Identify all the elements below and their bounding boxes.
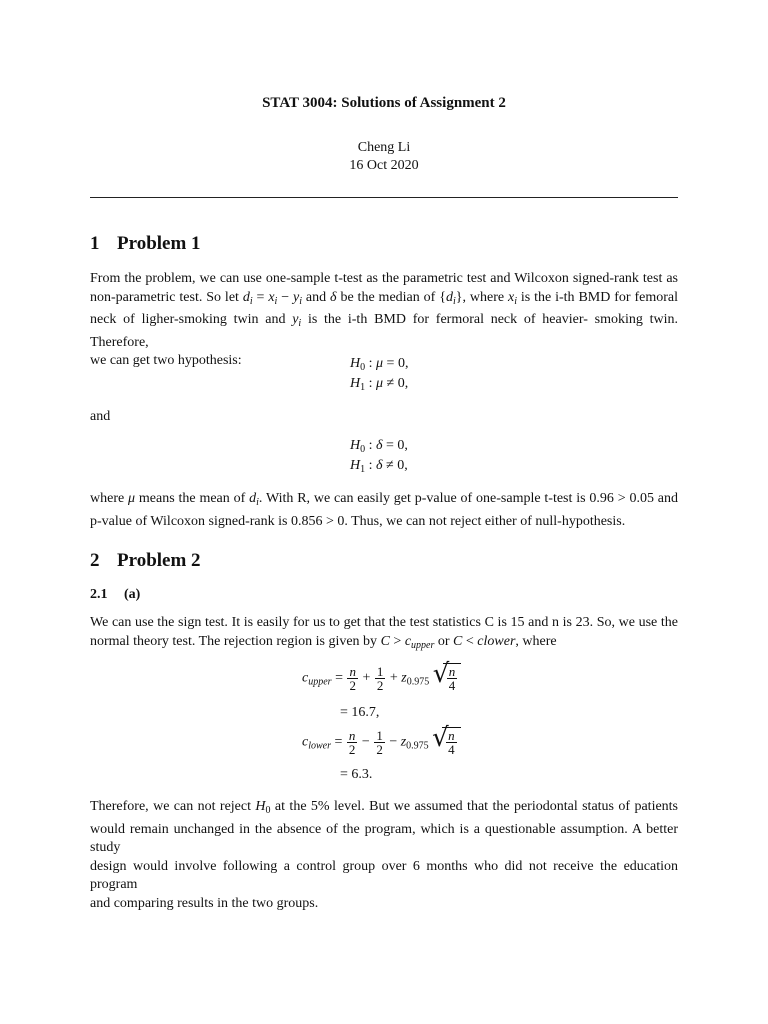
text-run: p-value of Wilcoxon signed-rank is [90, 513, 291, 529]
subsection-title: (a) [124, 587, 141, 602]
section-1-title: Problem 1 [117, 233, 201, 254]
text-run: , where [462, 289, 508, 305]
section-1-number: 1 [90, 233, 100, 254]
paragraph-line [90, 513, 678, 532]
document-title: STAT 3004: Solutions of Assignment 2 [262, 95, 506, 111]
p-value-wilcoxon: 0.856 > 0 [290, 513, 345, 529]
subsection-2-1-heading [90, 587, 140, 603]
section-1-paragraph-2 [90, 490, 678, 531]
text-run: , where [515, 633, 557, 649]
c-upper-value: = 16.7, [340, 705, 380, 720]
text-run: . With R, we can easily get p-value of one-sample t-test is [258, 491, 590, 506]
document-author: Cheng Li [357, 140, 411, 155]
paragraph-line: normal theory test. The rejection region is given by $C > c_{upper}$ or C < clower, where [90, 633, 557, 651]
text-run: neck of ligher-smoking twin and [90, 312, 293, 327]
paragraph-line: neck of ligher-smoking twin and $y_i$ is the i-th BMD for fermoral neck of heavier- smoking twin. Therefore, [90, 312, 678, 350]
text-run: Therefore, we can not reject [90, 799, 256, 814]
c-lower-equation: $c_{lower}$ = $\frac{n}{2}$ − $\frac{1}{2}$ − $z_{0.975}$ √ $\frac{n}{4}$ [302, 729, 461, 756]
section-1-heading [90, 233, 201, 255]
paragraph-line: where μ means the mean of $d_i$. With R, we can easily get p-value of one-sample t-test is 0.96 > 0.05 and [90, 491, 678, 508]
paragraph-line: From the problem, we can use one-sample t-test as the parametric test and Wilcoxon signed-rank test as [90, 271, 678, 286]
text-run: is the i-th BMD for femoral [516, 289, 679, 305]
text-run: non-parametric test. So let [90, 289, 243, 305]
paragraph-line: Therefore, we can not reject $H_0$ at the 5% level. But we assumed that the periodontal status of patients [90, 799, 679, 816]
section-2-heading [90, 550, 201, 572]
paragraph-line: We can use the sign test. It is easily for us to get that the test statistics C is 15 and n is 23. So, we use the [90, 615, 678, 630]
section-2-paragraph-1 [90, 614, 678, 655]
text-run: normal theory test. The rejection region is given by [90, 633, 381, 649]
text-run: be the median of [336, 289, 440, 305]
paragraph-line: and comparing results in the two groups. [90, 895, 319, 911]
paragraph-line: we can get two hypothesis: [90, 353, 242, 368]
section-2-title: Problem 2 [117, 550, 201, 571]
c-upper-equation: $c_{upper}$ = $\frac{n}{2}$ + $\frac{1}{2}$ + $z_{0.975}$ √ $\frac{n}{4}$ [302, 665, 461, 692]
text-run: and [653, 491, 678, 506]
text-run: where [90, 491, 129, 506]
text-run: . Thus, we can not reject either of null-hypothesis. [344, 513, 626, 529]
p-value-t-test: 0.96 > 0.05 [589, 491, 654, 506]
hypothesis-delta: $H_0$ : δ = 0, $H_1$ : δ ≠ 0, [350, 438, 408, 475]
text-run: or [434, 633, 454, 649]
and-text: and [90, 409, 111, 424]
document-date: 16 Oct 2020 [349, 158, 419, 173]
text-run: is the i-th BMD for fermoral neck of heavier- smoking twin. Therefore, [90, 312, 678, 350]
header-divider [90, 197, 678, 198]
subsection-number: 2.1 [90, 587, 108, 602]
text-run: means the mean of [135, 491, 250, 506]
section-2-number: 2 [90, 550, 100, 571]
paragraph-line: would remain unchanged in the absence of the program, which is a questionable assumption. A better study [90, 821, 678, 855]
hypothesis-mu: $H_0$ : μ = 0, $H_1$ : μ ≠ 0, [350, 356, 409, 393]
paragraph-line: non-parametric test. So let $d_i = x_i - y_i$ and δ be the median of $\{d_i\}$, where $x_i$ is the i-th BMD for femoral [90, 289, 679, 307]
section-2-paragraph-2 [90, 798, 678, 913]
paragraph-line: design would involve following a control group over 6 months who did not receive the education program [90, 858, 678, 892]
text-run: at the 5% level. But we assumed that the periodontal status of patients [270, 799, 679, 814]
c-lower-value: = 6.3. [340, 767, 373, 782]
text-run: and [302, 289, 331, 305]
